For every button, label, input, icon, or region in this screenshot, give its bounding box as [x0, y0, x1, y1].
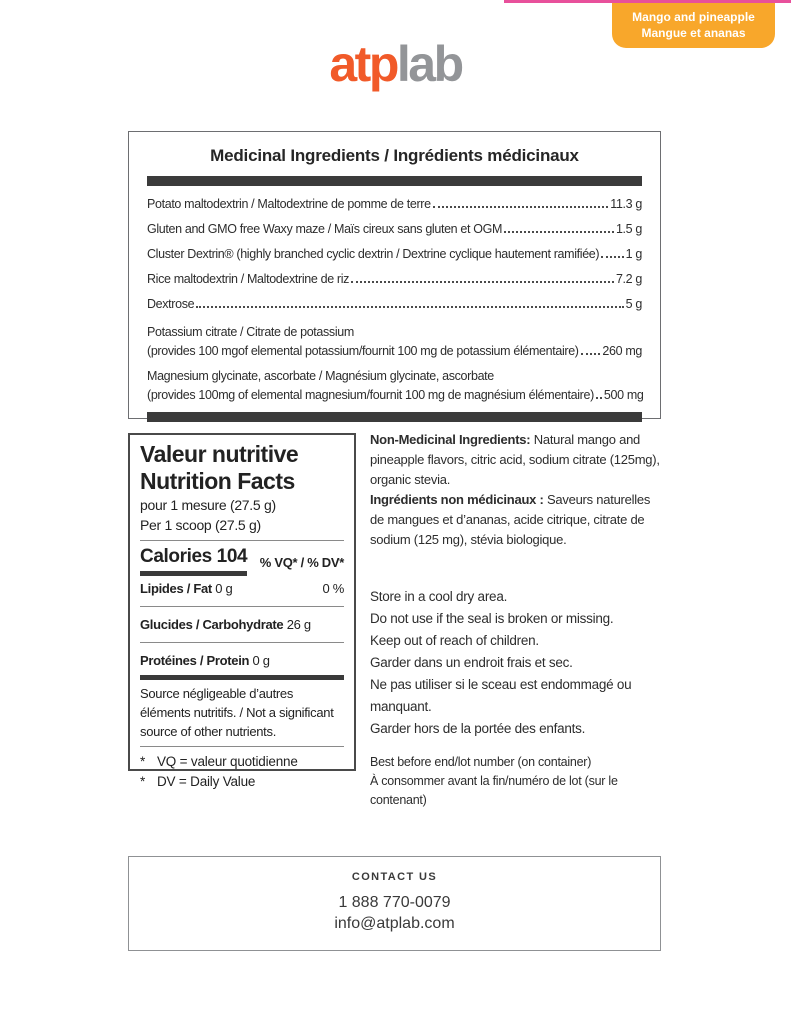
dot-leader — [601, 256, 623, 258]
nutrient-label: Lipides / Fat 0 g — [140, 581, 233, 596]
nutrient-row — [140, 576, 344, 601]
logo-part-lab: lab — [396, 36, 462, 92]
contact-heading: CONTACT US — [351, 871, 438, 883]
best-before-fr: À consommer avant la fin/numéro de lot (sur le contenant) — [370, 774, 618, 807]
storage-line: Ne pas utiliser si le sceau est endommagé ou manquant. — [370, 677, 632, 714]
ingredient-row — [147, 267, 642, 292]
footnote-vq — [140, 752, 344, 772]
calories-value: Calories 104 — [140, 546, 247, 576]
ingredient-amount: 11.3 g — [610, 197, 642, 211]
dot-leader — [351, 281, 614, 283]
nutrient-dv: 0 % — [322, 581, 344, 596]
non-medicinal-ingredients — [370, 430, 666, 550]
ingredient-row — [147, 242, 642, 267]
calories-row — [140, 546, 344, 576]
insignificant-source-note: Source négligeable d’autres éléments nutritifs. / Not a significant source of other nutrients. — [140, 686, 334, 739]
info-column — [370, 430, 666, 810]
ingredient-amount: 1 g — [625, 247, 642, 261]
dot-leader — [433, 206, 609, 208]
asterisk: * — [140, 774, 146, 789]
ingredient-row — [147, 320, 642, 361]
footnote-text: VQ = valeur quotidienne — [157, 754, 298, 769]
ingredient-name: Gluten and GMO free Waxy maze / Maïs cireux sans gluten et OGM — [147, 222, 503, 236]
contact-panel — [128, 856, 661, 951]
ingredient-detail: (provides 100 mgof elemental potassium/fournit 100 mg de potassium élémentaire) — [147, 344, 579, 358]
storage-line: Do not use if the seal is broken or missing. — [370, 611, 614, 626]
divider-bar-top — [147, 176, 642, 186]
thin-rule — [140, 540, 344, 541]
medicinal-rows — [147, 192, 642, 405]
footnote-text: DV = Daily Value — [157, 774, 256, 789]
footnote-dv — [140, 772, 344, 792]
flavor-badge-line-fr: Mangue et ananas — [641, 26, 746, 40]
dot-leader — [581, 353, 601, 355]
storage-line: Store in a cool dry area. — [370, 589, 508, 604]
ingredient-detail: (provides 100mg of elemental magnesium/fournit 100 mg de magnésium élémentaire) — [147, 388, 594, 402]
ingredient-amount: 5 g — [625, 297, 642, 311]
non-medicinal-label-en: Non-Medicinal Ingredients: — [370, 432, 531, 447]
nutrient-row — [140, 648, 344, 673]
ingredient-name: Cluster Dextrin® (highly branched cyclic dextrin / Dextrine cyclique hautement ramifiée) — [147, 247, 600, 261]
best-before-en: Best before end/lot number (on container) — [370, 755, 592, 769]
non-medicinal-label-fr: Ingrédients non médicinaux : — [370, 492, 544, 507]
ingredient-subrow — [147, 386, 642, 405]
logo-part-atp: atp — [329, 36, 397, 92]
nutrient-label: Protéines / Protein 0 g — [140, 653, 270, 668]
non-medicinal-text-fr: Saveurs naturelles de mangues et d’ananas, acide citrique, citrate de sodium (125 mg), stévia biologique. — [370, 492, 651, 547]
dot-leader — [596, 397, 602, 399]
ingredient-row — [147, 192, 642, 217]
storage-line: Garder hors de la portée des enfants. — [370, 721, 586, 736]
ingredient-row — [147, 292, 642, 317]
serving-size-en: Per 1 scoop (27.5 g) — [140, 517, 261, 533]
ingredient-name: Potassium citrate / Citrate de potassium — [147, 325, 354, 339]
ingredient-amount: 1.5 g — [615, 222, 642, 236]
asterisk: * — [140, 754, 146, 769]
contact-phone: 1 888 770-0079 — [338, 894, 451, 911]
ingredient-amount: 260 mg — [602, 344, 642, 358]
nutrient-row — [140, 612, 344, 637]
flavor-badge-line-en: Mango and pineapple — [632, 10, 755, 24]
ingredient-row — [147, 217, 642, 242]
ingredient-amount: 500 mg — [603, 388, 644, 402]
daily-value-header: % VQ* / % DV* — [259, 555, 344, 570]
ingredient-name: Rice maltodextrin / Maltodextrine de riz — [147, 272, 350, 286]
dot-leader — [196, 306, 623, 308]
medicinal-title: Medicinal Ingredients / Ingrédients médicinaux — [210, 146, 579, 165]
storage-line: Garder dans un endroit frais et sec. — [370, 655, 573, 670]
atplab-logo — [0, 36, 791, 92]
thin-rule — [140, 606, 344, 607]
non-medicinal-text-en: Natural mango and pineapple flavors, citric acid, sodium citrate (125mg), organic stevia. — [370, 432, 660, 487]
divider-bar-bottom — [147, 412, 642, 422]
nutrient-label: Glucides / Carbohydrate 26 g — [140, 617, 311, 632]
dot-leader — [504, 231, 614, 233]
ingredient-name: Magnesium glycinate, ascorbate / Magnésium glycinate, ascorbate — [147, 369, 494, 383]
ingredient-amount: 7.2 g — [615, 272, 642, 286]
ingredient-name: Dextrose — [147, 297, 195, 311]
thin-rule — [140, 642, 344, 643]
nutrition-facts-panel — [128, 433, 356, 789]
serving-size-fr: pour 1 mesure (27.5 g) — [140, 497, 276, 513]
ingredient-row — [147, 364, 642, 405]
ingredient-name: Potato maltodextrin / Maltodextrine de pomme de terre — [147, 197, 431, 211]
nutrition-title-fr: Valeur nutritive — [140, 441, 299, 467]
nutrition-title-en: Nutrition Facts — [140, 468, 295, 494]
storage-line: Keep out of reach of children. — [370, 633, 539, 648]
contact-email: info@atplab.com — [334, 915, 455, 932]
storage-warnings — [370, 586, 666, 740]
medicinal-ingredients-panel — [128, 131, 661, 419]
best-before-note — [370, 753, 666, 810]
ingredient-subrow — [147, 342, 642, 361]
thin-rule — [140, 746, 344, 747]
thick-rule — [140, 675, 344, 680]
